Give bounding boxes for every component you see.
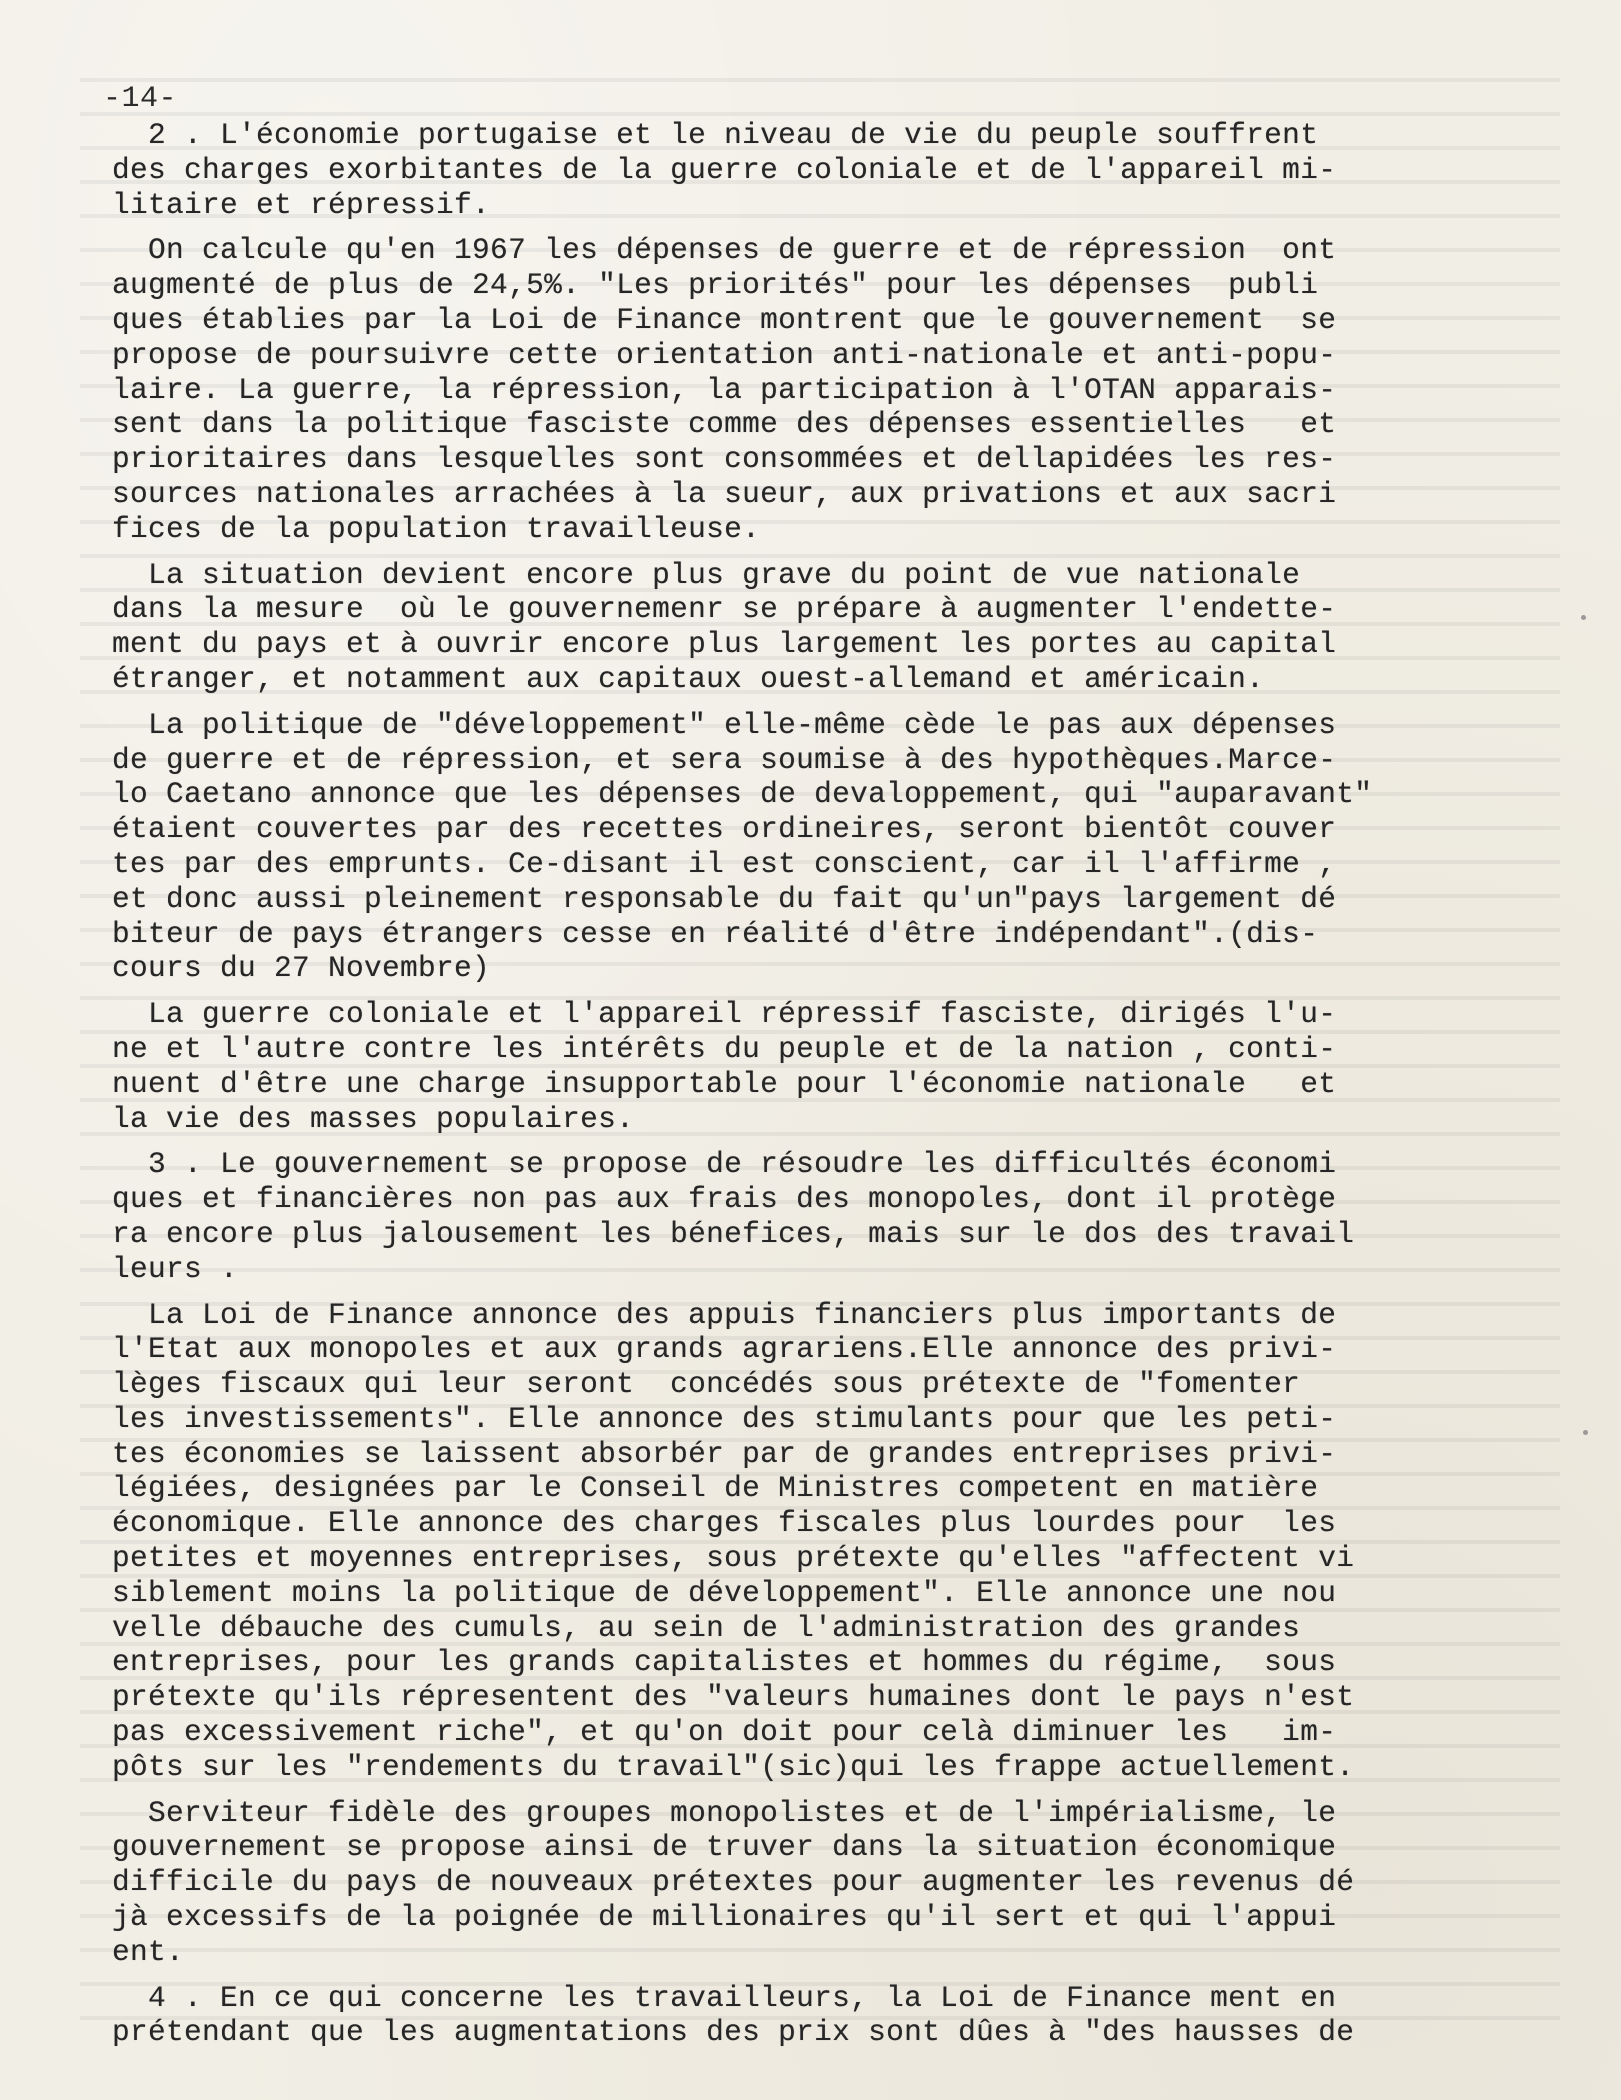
paragraph-1 [112,118,1532,222]
text-line: ne et l'autre contre les intérêts du peuple et de la nation , conti- [112,1031,1337,1066]
text-line: étranger, et notamment aux capitaux ouest-allemand et américain. [112,661,1265,696]
text-line: ent. [112,1934,185,1969]
text-line: prioritaires dans lesquelles sont consommées et dellapidées les res- [112,442,1337,477]
text-line: prétexte qu'ils répresentent des "valeurs humaines dont le pays n'est [112,1680,1355,1715]
text-line: sent dans la politique fasciste comme des dépenses essentielles et [112,407,1337,442]
text-line: Serviteur fidèle des groupes monopolistes et de l'impérialisme, le [112,1795,1337,1830]
paragraph-7 [112,1298,1532,1785]
paragraph-6 [112,1147,1532,1286]
text-line: 3 . Le gouvernement se propose de résoudre les difficultés économi [112,1147,1337,1182]
text-line: prétendant que les augmentations des prix sont dûes à "des hausses de [112,2015,1355,2050]
text-line: ment du pays et à ouvrir encore plus largement les portes au capital [112,627,1337,662]
text-line: ques et financières non pas aux frais des monopoles, dont il protège [112,1182,1337,1217]
text-line: la vie des masses populaires. [112,1101,635,1136]
paragraph-3 [112,558,1532,697]
text-line: ra encore plus jalousement les bénefices, mais sur le dos des travail [112,1216,1355,1251]
text-line: sources nationales arrachées à la sueur, aux privations et aux sacri [112,476,1337,511]
text-line: siblement moins la politique de développement". Elle annonce une nou [112,1575,1337,1610]
text-line: ques établies par la Loi de Finance montrent que le gouvernement se [112,302,1337,337]
text-line: l'Etat aux monopoles et aux grands agrariens.Elle annonce des privi- [112,1332,1337,1367]
text-line: La situation devient encore plus grave du point de vue nationale [112,557,1301,592]
text-line: La politique de "développement" elle-même cède le pas aux dépenses [112,707,1337,742]
text-line: dans la mesure où le gouvernemenr se prépare à augmenter l'endette- [112,592,1337,627]
text-line: augmenté de plus de 24,5%. "Les priorités" pour les dépenses publi [112,268,1319,303]
text-line: pas excessivement riche", et qu'on doit pour celà diminuer les im- [112,1715,1337,1750]
paragraph-2 [112,233,1532,546]
text-line: économique. Elle annonce des charges fiscales plus lourdes pour les [112,1506,1337,1541]
paper-speck [1583,1430,1588,1435]
text-line: La guerre coloniale et l'appareil répressif fasciste, dirigés l'u- [112,997,1337,1032]
paragraph-8 [112,1796,1532,1970]
text-line: laire. La guerre, la répression, la participation à l'OTAN apparais- [112,372,1337,407]
text-line: étaient couvertes par des recettes ordineires, seront bientôt couver [112,812,1337,847]
text-line: biteur de pays étrangers cesse en réalité d'être indépendant".(dis- [112,916,1319,951]
paper-speck [1581,615,1586,620]
text-line: légiées, designées par le Conseil de Ministres competent en matière [112,1471,1319,1506]
paragraph-9 [112,1981,1532,2051]
text-line: tes économies se laissent absorbér par de grandes entreprises privi- [112,1436,1337,1471]
page-number: -14- [103,82,178,116]
text-line: tes par des emprunts. Ce-disant il est conscient, car il l'affirme , [112,846,1337,881]
body-text [112,118,1532,2061]
text-line: des charges exorbitantes de la guerre coloniale et de l'appareil mi- [112,152,1337,187]
text-line: 4 . En ce qui concerne les travailleurs, la Loi de Finance ment en [112,1980,1337,2015]
text-line: litaire et répressif. [112,187,491,222]
text-line: leurs . [112,1251,239,1286]
text-line: La Loi de Finance annonce des appuis financiers plus importants de [112,1297,1337,1332]
paragraph-4 [112,708,1532,986]
text-line: fices de la population travailleuse. [112,511,761,546]
text-line: jà excessifs de la poignée de millionaires qu'il sert et qui l'appui [112,1900,1337,1935]
text-line: petites et moyennes entreprises, sous prétexte qu'elles "affectent vi [112,1541,1355,1576]
text-line: pôts sur les "rendements du travail"(sic)qui les frappe actuellement. [112,1749,1355,1784]
text-line: 2 . L'économie portugaise et le niveau de vie du peuple souffrent [112,118,1319,152]
paragraph-5 [112,997,1532,1136]
text-line: cours du 27 Novembre) [112,951,491,986]
text-line: les investissements". Elle annonce des stimulants pour que les peti- [112,1401,1337,1436]
text-line: entreprises, pour les grands capitalistes et hommes du régime, sous [112,1645,1337,1680]
text-line: gouvernement se propose ainsi de truver dans la situation économique [112,1830,1337,1865]
text-line: On calcule qu'en 1967 les dépenses de guerre et de répression ont [112,233,1337,268]
text-line: de guerre et de répression, et sera soumise à des hypothèques.Marce- [112,742,1337,777]
text-line: lo Caetano annonce que les dépenses de devaloppement, qui "auparavant" [112,777,1373,812]
text-line: velle débauche des cumuls, au sein de l'administration des grandes [112,1610,1301,1645]
text-line: difficile du pays de nouveaux prétextes pour augmenter les revenus dé [112,1865,1355,1900]
text-line: et donc aussi pleinement responsable du fait qu'un"pays largement dé [112,881,1337,916]
text-line: lèges fiscaux qui leur seront concédés sous prétexte de "fomenter [112,1367,1301,1402]
text-line: nuent d'être une charge insupportable pour l'économie nationale et [112,1066,1337,1101]
text-line: propose de poursuivre cette orientation anti-nationale et anti-popu- [112,337,1337,372]
